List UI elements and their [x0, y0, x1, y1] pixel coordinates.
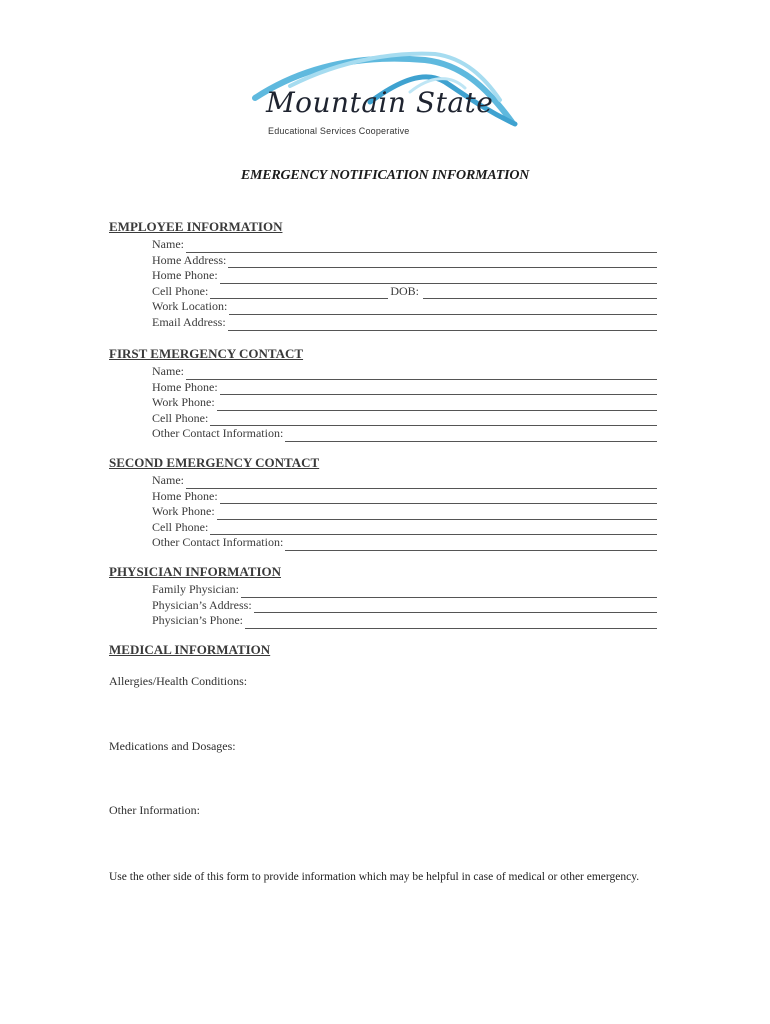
logo [250, 40, 530, 145]
field-label: Name: [152, 364, 184, 378]
logo-name: Mountain State [266, 86, 494, 119]
employee-work-location-field[interactable] [152, 299, 669, 315]
blank-line[interactable] [228, 319, 657, 331]
blank-line[interactable] [217, 508, 657, 520]
employee-cell-phone-field[interactable] [152, 284, 669, 300]
first-contact-home-phone-field[interactable] [152, 380, 669, 396]
field-label: Email Address: [152, 314, 226, 329]
second-contact-section [109, 455, 669, 551]
blank-line[interactable] [186, 368, 657, 380]
first-contact-other-field[interactable] [152, 426, 669, 442]
employee-heading: EMPLOYEE INFORMATION [109, 219, 283, 234]
first-contact-section [109, 346, 669, 442]
second-contact-other-field[interactable] [152, 535, 669, 551]
blank-line[interactable] [228, 256, 657, 268]
field-label: Work Location: [152, 299, 228, 314]
footer-note: Use the other side of this form to provide information which may be helpful in case of medical or other emergency. [109, 871, 640, 883]
blank-line[interactable] [210, 414, 657, 426]
field-label: Name: [152, 237, 184, 251]
page-title: EMERGENCY NOTIFICATION INFORMATION [240, 168, 530, 183]
second-contact-cell-phone-field[interactable] [152, 520, 669, 536]
family-physician-field[interactable] [152, 582, 669, 598]
field-label: Cell Phone: [152, 519, 209, 534]
physician-phone-field[interactable] [152, 613, 669, 629]
employee-home-address-field[interactable] [152, 253, 669, 269]
field-label: Home Phone: [152, 379, 218, 394]
blank-line[interactable] [186, 241, 657, 253]
physician-section [109, 564, 669, 629]
second-contact-work-phone-field[interactable] [152, 504, 669, 520]
field-label: Home Phone: [152, 268, 218, 283]
field-label: Home Address: [152, 252, 227, 267]
field-label: Cell Phone: [152, 283, 209, 298]
physician-heading: PHYSICIAN INFORMATION [109, 564, 282, 579]
field-label: Cell Phone: [152, 410, 209, 425]
field-label: Home Phone: [152, 488, 218, 503]
employee-name-field[interactable] [152, 237, 669, 253]
blank-line[interactable] [220, 272, 657, 284]
dob-blank-line[interactable] [423, 287, 657, 299]
second-contact-name-field[interactable] [152, 473, 669, 489]
physician-address-field[interactable] [152, 598, 669, 614]
field-label: Physician’s Phone: [152, 613, 244, 628]
blank-line[interactable] [241, 586, 657, 598]
blank-line[interactable] [220, 492, 657, 504]
field-label: Physician’s Address: [152, 597, 252, 612]
dob-label: DOB: [390, 283, 420, 298]
blank-line[interactable] [217, 399, 657, 411]
other-information-label: Other Information: [109, 803, 200, 817]
blank-line[interactable] [210, 523, 657, 535]
medical-heading: MEDICAL INFORMATION [109, 642, 271, 657]
blank-line[interactable] [220, 383, 657, 395]
field-label: Other Contact Information: [152, 535, 284, 550]
allergies-label: Allergies/Health Conditions: [109, 674, 248, 688]
blank-line[interactable] [210, 287, 388, 299]
field-label: Work Phone: [152, 395, 215, 410]
blank-line[interactable] [245, 617, 657, 629]
blank-line[interactable] [285, 539, 657, 551]
blank-line[interactable] [229, 303, 657, 315]
blank-line[interactable] [285, 430, 657, 442]
first-contact-work-phone-field[interactable] [152, 395, 669, 411]
blank-line[interactable] [186, 477, 657, 489]
logo-subtitle: Educational Services Cooperative [268, 126, 410, 136]
blank-line[interactable] [254, 601, 657, 613]
employee-email-field[interactable] [152, 315, 669, 331]
field-label: Other Contact Information: [152, 426, 284, 441]
employee-home-phone-field[interactable] [152, 268, 669, 284]
medications-label: Medications and Dosages: [109, 739, 236, 753]
first-contact-cell-phone-field[interactable] [152, 411, 669, 427]
first-contact-heading: FIRST EMERGENCY CONTACT [109, 346, 304, 361]
second-contact-heading: SECOND EMERGENCY CONTACT [109, 455, 320, 470]
field-label: Family Physician: [152, 582, 239, 596]
field-label: Name: [152, 473, 184, 487]
employee-section [109, 219, 669, 331]
second-contact-home-phone-field[interactable] [152, 489, 669, 505]
first-contact-name-field[interactable] [152, 364, 669, 380]
field-label: Work Phone: [152, 504, 215, 519]
